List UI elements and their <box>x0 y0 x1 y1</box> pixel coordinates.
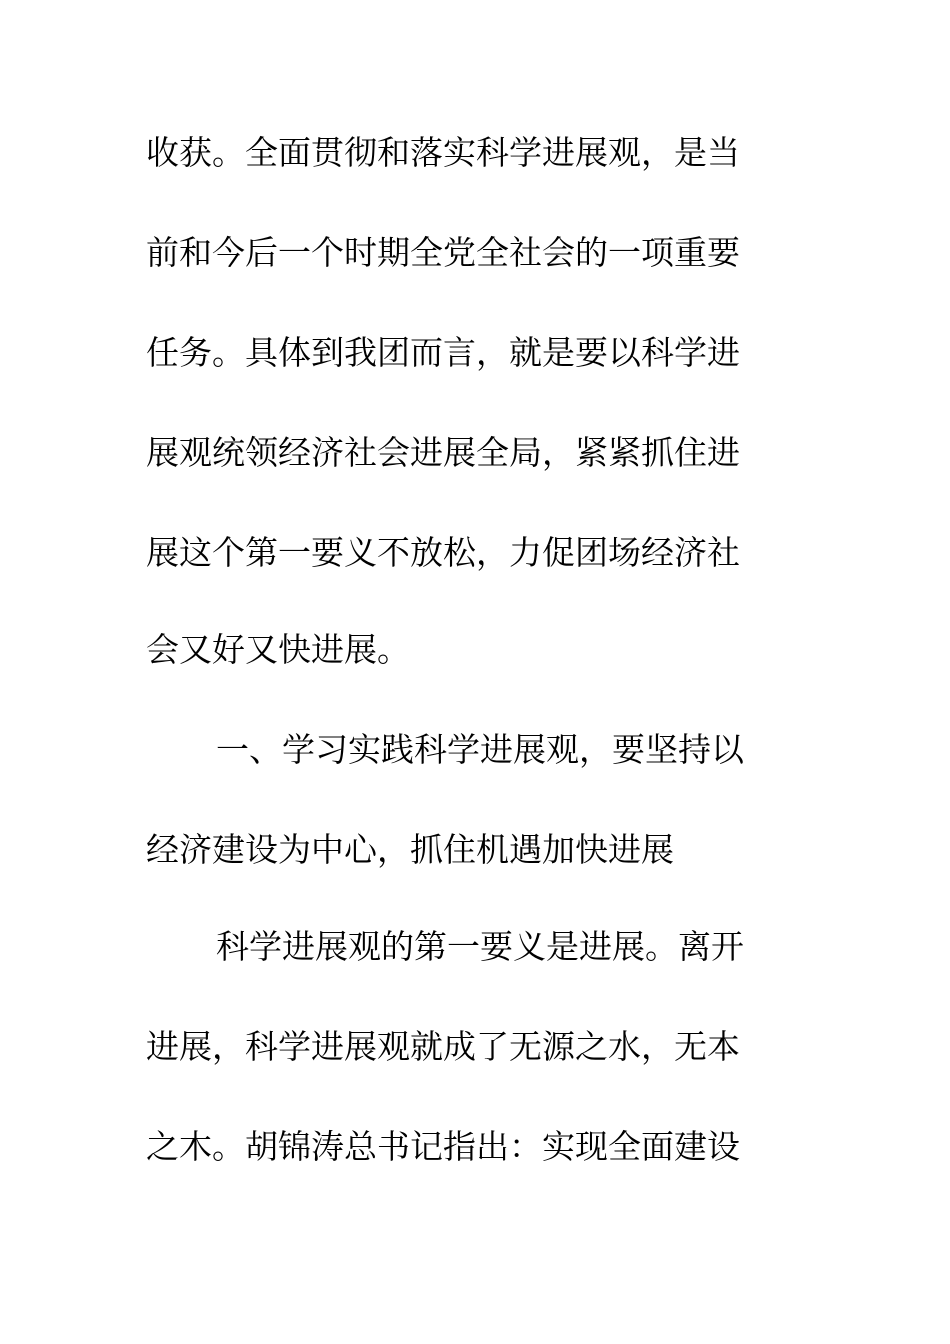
paragraph-line: 展这个第一要义不放松，力促团场经济社 <box>146 533 740 572</box>
paragraph-line: 进展，科学进展观就成了无源之水，无本 <box>146 1027 740 1066</box>
paragraph-line: 任务。具体到我团而言，就是要以科学进 <box>146 333 740 372</box>
paragraph-line: 会又好又快进展。 <box>146 630 410 669</box>
paragraph-line: 前和今后一个时期全党全社会的一项重要 <box>146 233 740 272</box>
section-heading-line: 经济建设为中心，抓住机遇加快进展 <box>146 830 674 869</box>
paragraph-line: 之木。胡锦涛总书记指出：实现全面建设 <box>146 1127 740 1166</box>
paragraph-line: 收获。全面贯彻和落实科学进展观，是当 <box>146 133 740 172</box>
section-heading-line: 一、学习实践科学进展观，要坚持以 <box>216 730 744 769</box>
paragraph-line: 科学进展观的第一要义是进展。离开 <box>216 927 744 966</box>
paragraph-line: 展观统领经济社会进展全局，紧紧抓住进 <box>146 433 740 472</box>
